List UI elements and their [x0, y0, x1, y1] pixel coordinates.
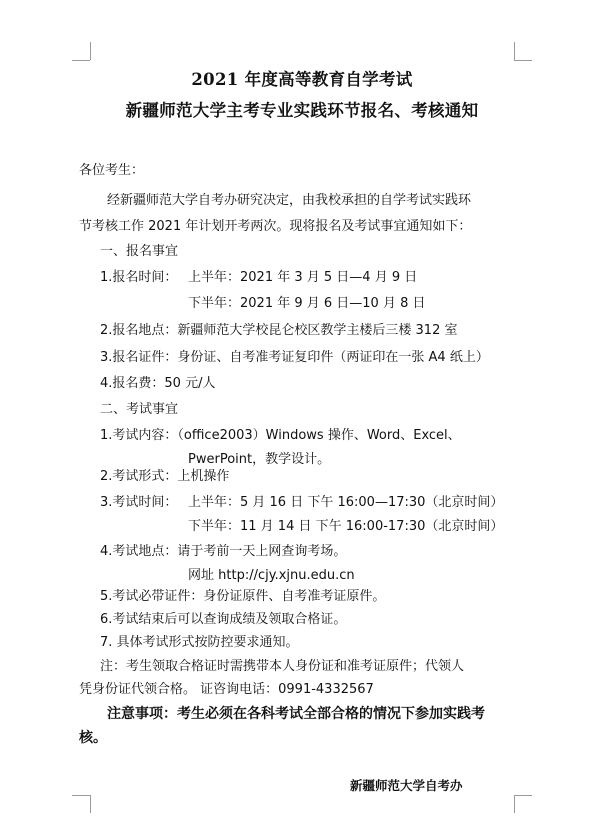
exam-required-documents: 5.考试必带证件：身份证原件、自考准考证原件。 [100, 589, 386, 604]
title-line-1: 2021 年度高等教育自学考试 [191, 70, 413, 89]
intro-line-1: 经新疆师范大学自考办研究决定，由我校承担的自学考试实践环 [107, 193, 472, 208]
note-line-1: 注：考生领取合格证时需携带本人身份证和准考证原件；代领人 [100, 659, 465, 674]
crop-mark-top-right-h [514, 60, 532, 61]
registration-fee: 4.报名费：50 元/人 [100, 376, 216, 391]
exam-time-second-half: 下半年：11 月 14 日 下午 16:00-17:30（北京时间） [188, 519, 504, 534]
registration-location: 2.报名地点：新疆师范大学校昆仑校区教学主楼后三楼 312 室 [100, 323, 458, 338]
exam-time-label: 3.考试时间： [100, 495, 178, 510]
crop-mark-bottom-left-h [72, 795, 90, 796]
crop-mark-bottom-right-v [514, 795, 515, 813]
crop-mark-top-right-v [514, 42, 515, 60]
section-heading-registration: 一、报名事宜 [100, 244, 179, 259]
crop-mark-bottom-left-v [90, 795, 91, 813]
crop-mark-top-left-v [90, 42, 91, 60]
exam-content-line-2: PwerPoint，教学设计。 [188, 452, 331, 467]
registration-time-first-half: 上半年：2021 年 3 月 5 日—4 月 9 日 [188, 270, 418, 285]
intro-line-2: 节考核工作 2021 年计划开考两次。现将报名及考试事宜通知如下： [79, 219, 472, 234]
crop-mark-top-left-h [72, 60, 90, 61]
exam-form: 2.考试形式：上机操作 [100, 469, 230, 484]
exam-epidemic-notice: 7. 具体考试形式按防控要求通知。 [100, 635, 299, 650]
exam-website-link[interactable]: 网址 http://cjy.xjnu.edu.cn [188, 568, 355, 583]
registration-documents: 3.报名证件：身份证、自考准考证复印件（两证印在一张 A4 纸上） [100, 350, 489, 365]
registration-time-label: 1.报名时间： [100, 270, 178, 285]
exam-content-line-1: 1.考试内容：（office2003）Windows 操作、Word、Excel、 [100, 428, 461, 443]
section-heading-exam: 二、考试事宜 [100, 402, 179, 417]
title-line-2: 新疆师范大学主考专业实践环节报名、考核通知 [125, 101, 479, 120]
attention-line-1: 注意事项：考生必须在各科考试全部合格的情况下参加实践考 [107, 706, 485, 722]
registration-time-second-half: 下半年：2021 年 9 月 6 日—10 月 8 日 [188, 296, 426, 311]
attention-line-2: 核。 [79, 730, 107, 746]
note-line-2: 凭身份证代领合格。 证咨询电话：0991-4332567 [79, 682, 374, 697]
exam-time-first-half: 上半年：5 月 16 日 下午 16:00—17:30（北京时间） [188, 495, 504, 510]
salutation: 各位考生： [79, 163, 145, 178]
exam-place-line-1: 4.考试地点：请于考前一天上网查询考场。 [100, 544, 347, 559]
crop-mark-bottom-right-h [514, 795, 532, 796]
exam-results-notice: 6.考试结束后可以查询成绩及领取合格证。 [100, 612, 347, 627]
signature: 新疆师范大学自考办 [350, 778, 463, 793]
